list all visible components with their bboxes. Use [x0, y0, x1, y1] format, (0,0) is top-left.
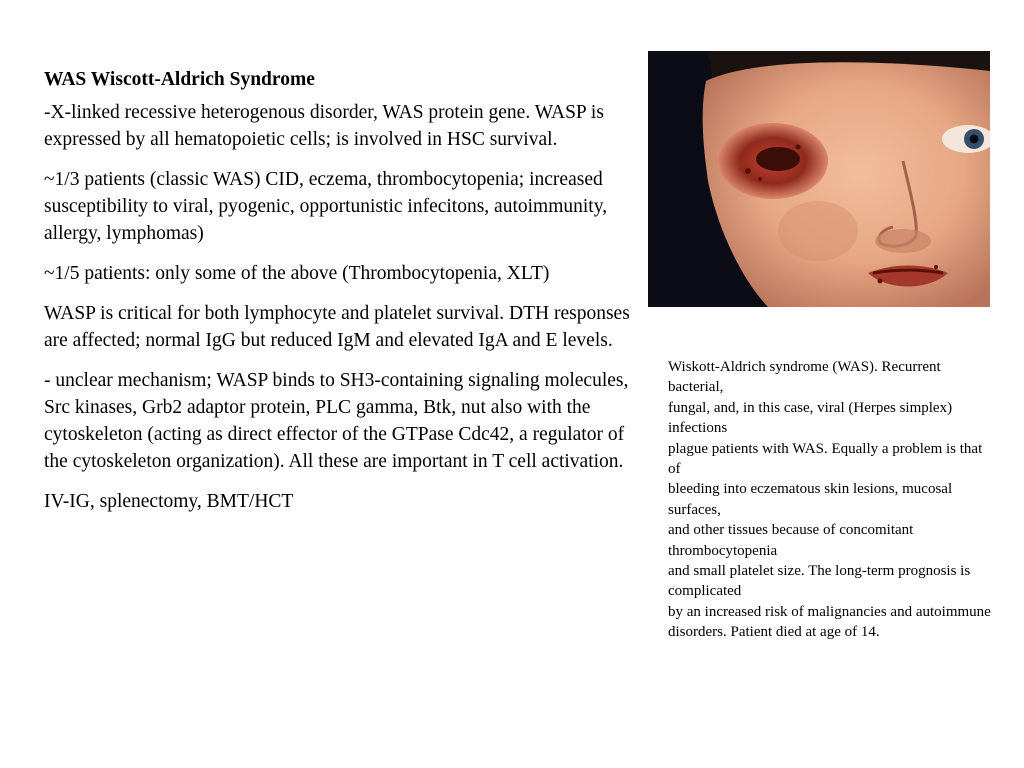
paragraph-treatment: IV-IG, splenectomy, BMT/HCT: [44, 491, 294, 512]
paragraph-classic-was: ~1/3 patients (classic WAS) CID, eczema, thrombocytopenia; increased susceptibility to viral, pyogenic, opportunistic infecitons, autoimmunity, allergy, lymphomas): [44, 169, 608, 244]
paragraph-xlt: ~1/5 patients: only some of the above (Thrombocytopenia, XLT): [44, 263, 550, 284]
clinical-photo-illustration: [648, 51, 990, 307]
caption-line: and small platelet size. The long-term prognosis is complicated: [668, 563, 971, 600]
caption-line: and other tissues because of concomitant thrombocytopenia: [668, 522, 914, 559]
caption-line: bleeding into eczematous skin lesions, mucosal surfaces,: [668, 481, 953, 518]
caption-line: by an increased risk of malignancies and autoimmune: [668, 603, 991, 620]
slide-title: WAS Wiscott-Aldrich Syndrome: [44, 69, 315, 90]
paragraph-mechanism: - unclear mechanism; WASP binds to SH3-containing signaling molecules, Src kinases, Grb2 adaptor protein, PLC gamma, Btk, nut also with the cytoskeleton (acting as direct effector of the GTPase Cdc42, a regulator of the cytoskeleton organization). All these are important in T cell activation.: [44, 370, 629, 472]
paragraph-wasp-role: WASP is critical for both lymphocyte and platelet survival. DTH responses are affected; normal IgG but reduced IgM and elevated IgA and E levels.: [44, 303, 630, 351]
photo-caption: [668, 357, 998, 643]
paragraph-genetics: -X-linked recessive heterogenous disorder, WAS protein gene. WASP is expressed by all hematopoietic cells; is involved in HSC survival.: [44, 102, 604, 150]
caption-line: Wiskott-Aldrich syndrome (WAS). Recurrent bacterial,: [668, 359, 941, 396]
caption-line: fungal, and, in this case, viral (Herpes simplex) infections: [668, 399, 953, 437]
main-text-block: [44, 66, 634, 528]
caption-line: disorders. Patient died at age of 14.: [668, 624, 880, 641]
clinical-photo: [648, 51, 990, 307]
caption-line: plague patients with WAS. Equally a problem is that of: [668, 440, 983, 478]
